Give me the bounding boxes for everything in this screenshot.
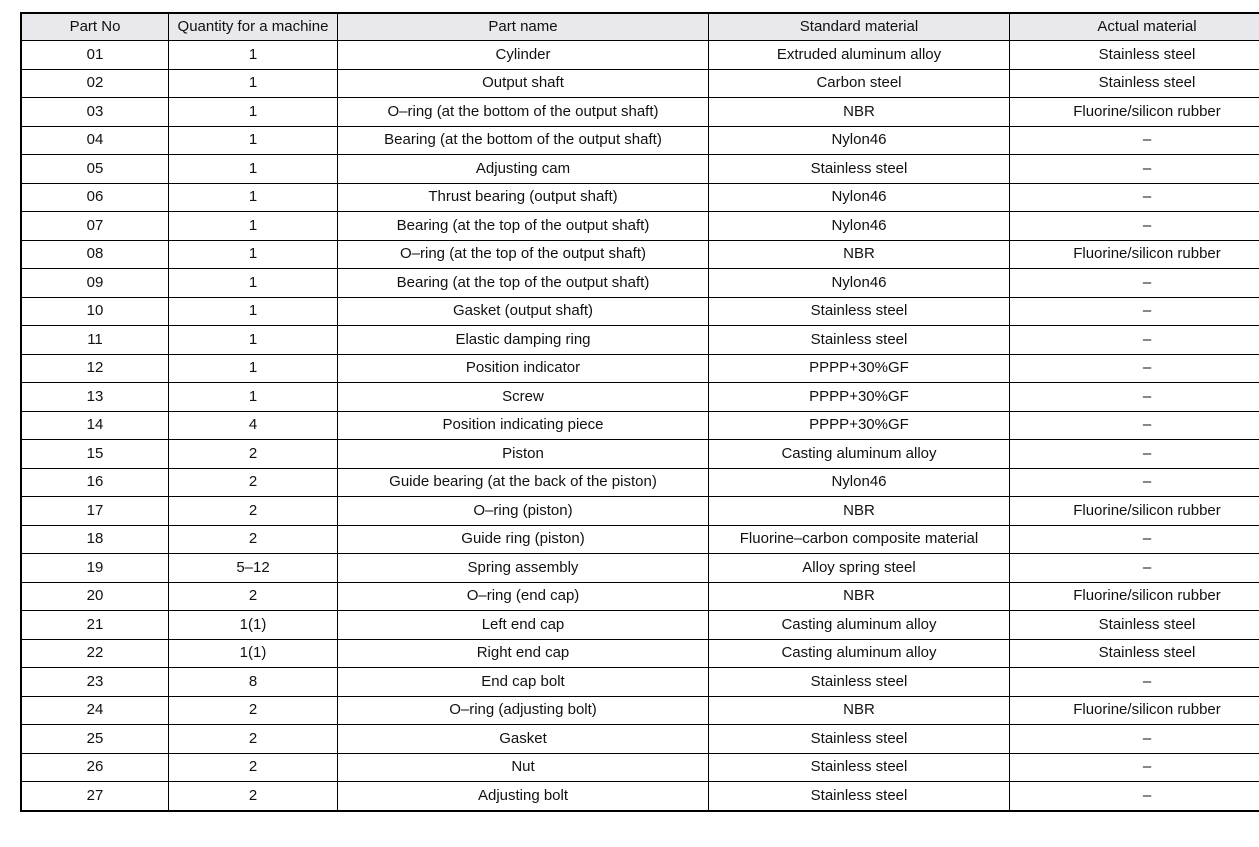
cell-part-name: Position indicator: [338, 354, 709, 383]
column-header-standard-material: Standard material: [709, 13, 1010, 41]
cell-actual-material: –: [1010, 212, 1259, 241]
cell-part-name: Bearing (at the top of the output shaft): [338, 212, 709, 241]
cell-quantity: 1: [169, 41, 338, 70]
column-header-part-name: Part name: [338, 13, 709, 41]
cell-standard-material: Casting aluminum alloy: [709, 639, 1010, 668]
table-row: [21, 41, 1259, 70]
table-row: [21, 497, 1259, 526]
cell-part-name: Output shaft: [338, 69, 709, 98]
cell-quantity: 2: [169, 440, 338, 469]
cell-actual-material: Stainless steel: [1010, 639, 1259, 668]
table-row: [21, 240, 1259, 269]
table-body: [21, 41, 1259, 811]
cell-part-no: 16: [21, 468, 169, 497]
cell-part-no: 24: [21, 696, 169, 725]
cell-quantity: 1(1): [169, 639, 338, 668]
table-row: [21, 354, 1259, 383]
cell-part-no: 10: [21, 297, 169, 326]
cell-standard-material: Nylon46: [709, 212, 1010, 241]
cell-standard-material: Fluorine–carbon composite material: [709, 525, 1010, 554]
cell-standard-material: Nylon46: [709, 126, 1010, 155]
table-row: [21, 554, 1259, 583]
cell-part-no: 08: [21, 240, 169, 269]
cell-quantity: 1: [169, 297, 338, 326]
cell-part-name: O–ring (end cap): [338, 582, 709, 611]
table-row: [21, 69, 1259, 98]
cell-part-name: Thrust bearing (output shaft): [338, 183, 709, 212]
table-row: [21, 269, 1259, 298]
cell-standard-material: Casting aluminum alloy: [709, 611, 1010, 640]
cell-standard-material: Stainless steel: [709, 782, 1010, 811]
cell-actual-material: Fluorine/silicon rubber: [1010, 696, 1259, 725]
cell-part-name: O–ring (at the bottom of the output shaft): [338, 98, 709, 127]
cell-quantity: 8: [169, 668, 338, 697]
cell-part-no: 23: [21, 668, 169, 697]
cell-quantity: 1: [169, 69, 338, 98]
cell-quantity: 5–12: [169, 554, 338, 583]
cell-part-no: 18: [21, 525, 169, 554]
cell-part-no: 22: [21, 639, 169, 668]
cell-actual-material: –: [1010, 354, 1259, 383]
cell-actual-material: –: [1010, 326, 1259, 355]
cell-quantity: 2: [169, 497, 338, 526]
cell-part-no: 19: [21, 554, 169, 583]
table-row: [21, 383, 1259, 412]
cell-quantity: 1: [169, 98, 338, 127]
cell-actual-material: Stainless steel: [1010, 69, 1259, 98]
cell-quantity: 1: [169, 155, 338, 184]
cell-actual-material: –: [1010, 269, 1259, 298]
cell-standard-material: Nylon46: [709, 269, 1010, 298]
cell-part-no: 17: [21, 497, 169, 526]
column-header-quantity: Quantity for a machine: [169, 13, 338, 41]
cell-part-name: Piston: [338, 440, 709, 469]
cell-part-name: Gasket (output shaft): [338, 297, 709, 326]
table-row: [21, 611, 1259, 640]
cell-part-name: O–ring (piston): [338, 497, 709, 526]
cell-standard-material: Stainless steel: [709, 725, 1010, 754]
cell-quantity: 2: [169, 468, 338, 497]
cell-quantity: 4: [169, 411, 338, 440]
cell-standard-material: Carbon steel: [709, 69, 1010, 98]
cell-actual-material: –: [1010, 525, 1259, 554]
table-row: [21, 183, 1259, 212]
cell-actual-material: –: [1010, 753, 1259, 782]
cell-part-name: Adjusting cam: [338, 155, 709, 184]
cell-actual-material: –: [1010, 782, 1259, 811]
cell-standard-material: NBR: [709, 240, 1010, 269]
cell-actual-material: –: [1010, 126, 1259, 155]
cell-standard-material: NBR: [709, 582, 1010, 611]
cell-standard-material: Casting aluminum alloy: [709, 440, 1010, 469]
cell-part-name: Bearing (at the bottom of the output shaft): [338, 126, 709, 155]
cell-actual-material: Fluorine/silicon rubber: [1010, 582, 1259, 611]
cell-actual-material: –: [1010, 383, 1259, 412]
cell-quantity: 1: [169, 269, 338, 298]
cell-quantity: 1: [169, 183, 338, 212]
table-row: [21, 525, 1259, 554]
cell-standard-material: Nylon46: [709, 183, 1010, 212]
cell-standard-material: Alloy spring steel: [709, 554, 1010, 583]
table-row: [21, 98, 1259, 127]
table-row: [21, 212, 1259, 241]
cell-part-name: Adjusting bolt: [338, 782, 709, 811]
cell-part-no: 15: [21, 440, 169, 469]
cell-actual-material: –: [1010, 554, 1259, 583]
cell-part-no: 13: [21, 383, 169, 412]
cell-quantity: 2: [169, 582, 338, 611]
cell-actual-material: –: [1010, 440, 1259, 469]
parts-table: [20, 12, 1259, 812]
table-row: [21, 582, 1259, 611]
cell-part-name: Position indicating piece: [338, 411, 709, 440]
table-row: [21, 297, 1259, 326]
cell-part-no: 21: [21, 611, 169, 640]
cell-part-no: 26: [21, 753, 169, 782]
cell-actual-material: –: [1010, 411, 1259, 440]
cell-actual-material: –: [1010, 297, 1259, 326]
cell-actual-material: –: [1010, 725, 1259, 754]
cell-part-no: 12: [21, 354, 169, 383]
table-row: [21, 639, 1259, 668]
cell-actual-material: Fluorine/silicon rubber: [1010, 98, 1259, 127]
table-row: [21, 126, 1259, 155]
cell-part-no: 03: [21, 98, 169, 127]
cell-quantity: 2: [169, 753, 338, 782]
cell-standard-material: Nylon46: [709, 468, 1010, 497]
cell-standard-material: NBR: [709, 98, 1010, 127]
table-row: [21, 155, 1259, 184]
cell-part-no: 02: [21, 69, 169, 98]
header-row: [21, 13, 1259, 41]
cell-quantity: 1: [169, 383, 338, 412]
cell-part-name: Guide ring (piston): [338, 525, 709, 554]
cell-standard-material: Stainless steel: [709, 753, 1010, 782]
cell-actual-material: –: [1010, 155, 1259, 184]
table-row: [21, 782, 1259, 811]
cell-part-name: Bearing (at the top of the output shaft): [338, 269, 709, 298]
cell-quantity: 1(1): [169, 611, 338, 640]
cell-actual-material: –: [1010, 468, 1259, 497]
cell-quantity: 2: [169, 725, 338, 754]
cell-part-no: 09: [21, 269, 169, 298]
cell-standard-material: Extruded aluminum alloy: [709, 41, 1010, 70]
table-header: [21, 13, 1259, 41]
cell-part-no: 07: [21, 212, 169, 241]
table-row: [21, 696, 1259, 725]
cell-part-no: 05: [21, 155, 169, 184]
column-header-actual-material: Actual material: [1010, 13, 1259, 41]
cell-part-no: 20: [21, 582, 169, 611]
table-row: [21, 468, 1259, 497]
cell-standard-material: PPPP+30%GF: [709, 383, 1010, 412]
cell-actual-material: –: [1010, 183, 1259, 212]
cell-part-name: O–ring (adjusting bolt): [338, 696, 709, 725]
cell-part-no: 25: [21, 725, 169, 754]
cell-quantity: 1: [169, 212, 338, 241]
cell-standard-material: Stainless steel: [709, 668, 1010, 697]
table-row: [21, 440, 1259, 469]
cell-standard-material: PPPP+30%GF: [709, 411, 1010, 440]
cell-standard-material: PPPP+30%GF: [709, 354, 1010, 383]
cell-part-name: Screw: [338, 383, 709, 412]
cell-standard-material: NBR: [709, 696, 1010, 725]
cell-part-name: Right end cap: [338, 639, 709, 668]
cell-part-no: 06: [21, 183, 169, 212]
cell-part-name: Elastic damping ring: [338, 326, 709, 355]
cell-actual-material: –: [1010, 668, 1259, 697]
cell-part-name: O–ring (at the top of the output shaft): [338, 240, 709, 269]
cell-standard-material: Stainless steel: [709, 297, 1010, 326]
cell-quantity: 1: [169, 354, 338, 383]
cell-part-name: Left end cap: [338, 611, 709, 640]
column-header-part-no: Part No: [21, 13, 169, 41]
table-row: [21, 725, 1259, 754]
table-row: [21, 668, 1259, 697]
cell-quantity: 1: [169, 240, 338, 269]
cell-part-name: Gasket: [338, 725, 709, 754]
cell-actual-material: Fluorine/silicon rubber: [1010, 497, 1259, 526]
cell-part-name: Spring assembly: [338, 554, 709, 583]
cell-part-no: 14: [21, 411, 169, 440]
cell-actual-material: Stainless steel: [1010, 611, 1259, 640]
cell-part-no: 27: [21, 782, 169, 811]
cell-standard-material: NBR: [709, 497, 1010, 526]
cell-part-no: 04: [21, 126, 169, 155]
table-row: [21, 326, 1259, 355]
cell-part-no: 11: [21, 326, 169, 355]
cell-standard-material: Stainless steel: [709, 155, 1010, 184]
cell-quantity: 2: [169, 525, 338, 554]
cell-part-name: Guide bearing (at the back of the piston): [338, 468, 709, 497]
cell-standard-material: Stainless steel: [709, 326, 1010, 355]
cell-quantity: 1: [169, 326, 338, 355]
cell-part-no: 01: [21, 41, 169, 70]
table-row: [21, 411, 1259, 440]
cell-quantity: 2: [169, 696, 338, 725]
cell-part-name: End cap bolt: [338, 668, 709, 697]
cell-part-name: Cylinder: [338, 41, 709, 70]
cell-quantity: 1: [169, 126, 338, 155]
cell-part-name: Nut: [338, 753, 709, 782]
cell-actual-material: Stainless steel: [1010, 41, 1259, 70]
table-row: [21, 753, 1259, 782]
cell-quantity: 2: [169, 782, 338, 811]
cell-actual-material: Fluorine/silicon rubber: [1010, 240, 1259, 269]
